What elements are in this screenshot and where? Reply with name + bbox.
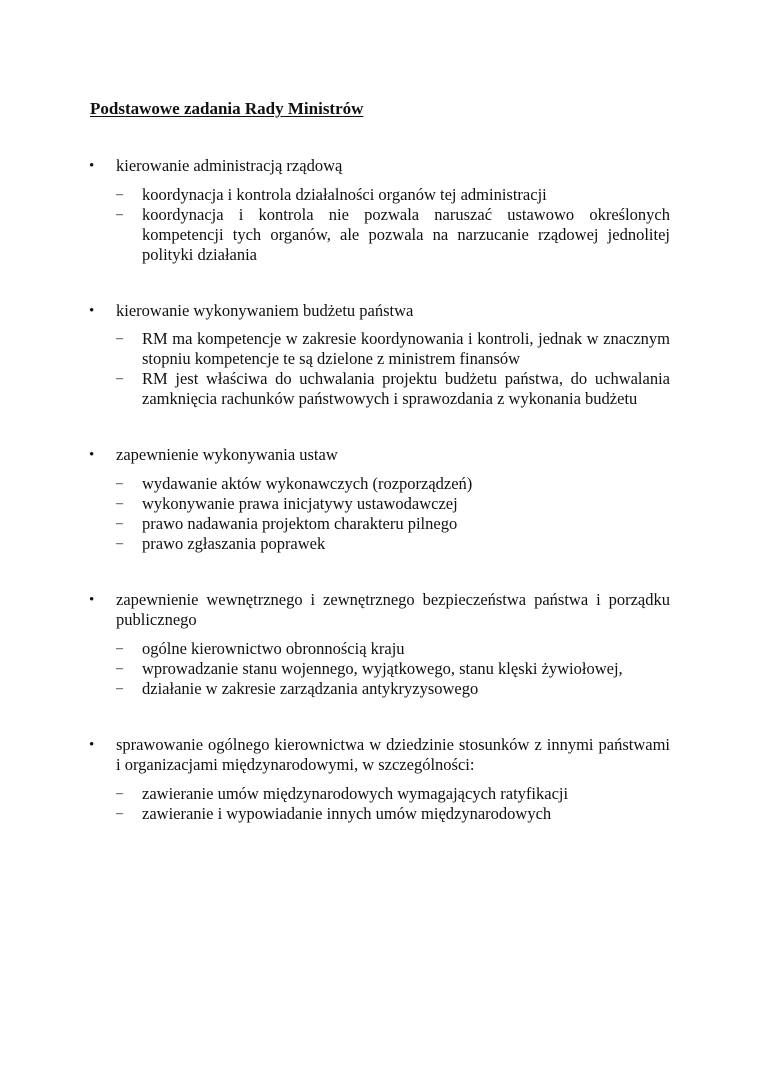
sub-item-text: ogólne kierownictwo obronnością kraju	[142, 638, 405, 658]
sub-item-text: RM jest właściwa do uchwalania projektu budżetu państwa, do uchwalania zamknięcia rachunków państwowych i sprawozdania z wykonania budżetu	[142, 369, 670, 408]
sub-item-text: wprowadzanie stanu wojennego, wyjątkowego, stanu klęski żywiołowej,	[142, 658, 623, 678]
sub-item	[90, 494, 670, 514]
sub-item-list	[90, 639, 670, 699]
sub-item	[90, 639, 670, 659]
sub-item	[90, 534, 670, 554]
section-heading-text: zapewnienie wewnętrznego i zewnętrznego bezpieczeństwa państwa i porządku publicznego	[116, 589, 670, 629]
sub-item	[90, 329, 670, 369]
bullet-icon: •	[89, 447, 95, 463]
section-heading	[90, 301, 670, 322]
sub-item-text: zawieranie umów międzynarodowych wymagających ratyfikacji	[142, 783, 569, 803]
dash-icon: –	[116, 495, 123, 511]
section-heading	[90, 735, 670, 776]
sub-item	[90, 205, 670, 265]
sub-item-list	[90, 784, 670, 824]
sub-item	[90, 679, 670, 699]
dash-icon: –	[116, 535, 123, 551]
dash-icon: –	[116, 785, 123, 801]
sub-item-text: RM ma kompetencje w zakresie koordynowania i kontroli, jednak w znacznym stopniu kompetencje te są dzielone z ministrem finansów	[142, 329, 670, 368]
section-1	[90, 156, 670, 265]
dash-icon: –	[116, 680, 123, 696]
dash-icon: –	[116, 805, 123, 821]
section-heading-text: kierowanie wykonywaniem budżetu państwa	[116, 300, 414, 320]
bullet-icon: •	[89, 736, 95, 753]
dash-icon: –	[116, 331, 123, 346]
sub-item-text: zawieranie i wypowiadanie innych umów międzynarodowych	[142, 803, 552, 823]
section-4	[90, 590, 670, 699]
section-5	[90, 735, 670, 824]
sub-item	[90, 369, 670, 409]
sub-item	[90, 659, 670, 679]
section-heading-text: zapewnienie wykonywania ustaw	[116, 445, 338, 464]
bullet-icon: •	[89, 302, 95, 319]
sub-item	[90, 514, 670, 534]
section-heading	[90, 156, 670, 177]
section-heading-text: sprawowanie ogólnego kierownictwa w dziedzinie stosunków z innymi państwami i organizacjami międzynarodowymi, w szczególności:	[116, 734, 670, 774]
sub-item	[90, 474, 670, 494]
sub-item-text: wydawanie aktów wykonawczych (rozporządzeń)	[142, 473, 473, 493]
bullet-icon: •	[89, 591, 95, 608]
sub-item-list	[90, 185, 670, 265]
section-heading	[90, 590, 670, 631]
sub-item-list	[90, 474, 670, 554]
sub-item-text: koordynacja i kontrola działalności organów tej administracji	[142, 184, 547, 204]
document-title: Podstawowe zadania Rady Ministrów	[90, 99, 364, 118]
sub-item-text: wykonywanie prawa inicjatywy ustawodawczej	[142, 493, 458, 513]
dash-icon: –	[116, 475, 123, 491]
document-content	[90, 97, 670, 860]
section-heading	[90, 445, 670, 466]
dash-icon: –	[116, 515, 123, 531]
section-2	[90, 301, 670, 410]
section-3	[90, 445, 670, 554]
dash-icon: –	[116, 660, 123, 676]
bullet-icon: •	[89, 158, 95, 174]
sub-item-text: działanie w zakresie zarządzania antykryzysowego	[142, 678, 479, 698]
sub-item	[90, 185, 670, 205]
sub-item-text: koordynacja i kontrola nie pozwala naruszać ustawowo określonych kompetencji tych organów, ale pozwala na narzucanie rządowej jednolitej polityki działania	[142, 204, 670, 264]
sub-item	[90, 784, 670, 804]
sub-item-text: prawo zgłaszania poprawek	[142, 533, 326, 553]
dash-icon: –	[116, 640, 123, 656]
section-list	[90, 156, 670, 824]
dash-icon: –	[116, 206, 123, 222]
section-heading-text: kierowanie administracją rządową	[116, 156, 343, 175]
sub-item-list	[90, 329, 670, 409]
dash-icon: –	[116, 371, 123, 386]
sub-item-text: prawo nadawania projektom charakteru pilnego	[142, 513, 458, 533]
dash-icon: –	[116, 186, 123, 202]
sub-item	[90, 804, 670, 824]
